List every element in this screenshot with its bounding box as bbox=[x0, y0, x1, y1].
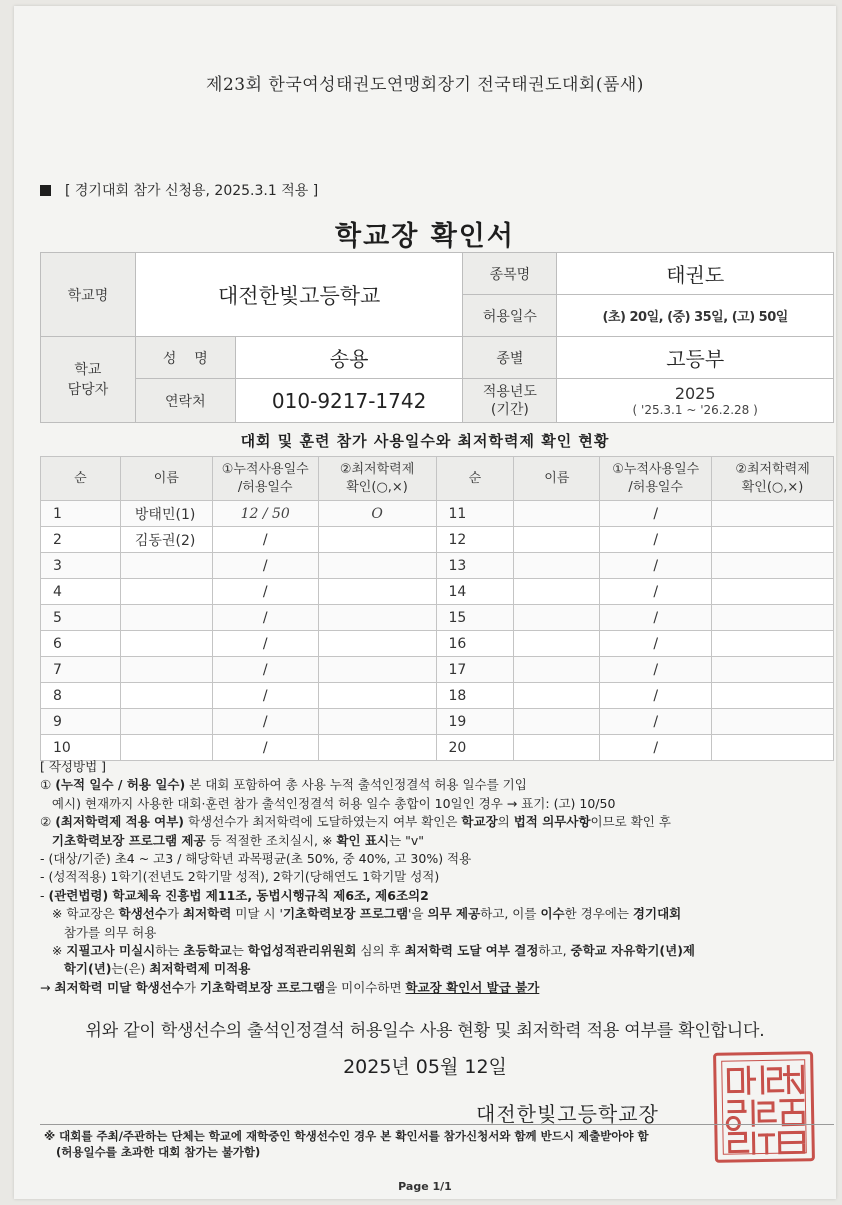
cell-name bbox=[514, 735, 600, 761]
cell-name: 김동권(2) bbox=[120, 527, 212, 553]
cell-days: / bbox=[600, 553, 712, 579]
guide-text: 최저학력 bbox=[183, 906, 232, 922]
document-page bbox=[14, 6, 836, 1199]
guide-line bbox=[40, 960, 830, 978]
guide-line bbox=[40, 813, 830, 831]
cell-check bbox=[712, 527, 834, 553]
guide-text: 중학교 자유학기(년)제 bbox=[570, 943, 695, 959]
year-cell bbox=[557, 379, 834, 423]
col-name: 이름 bbox=[120, 457, 212, 501]
cell-days: / bbox=[212, 631, 318, 657]
guide-text bbox=[40, 833, 52, 848]
guide-text: 경기대회 bbox=[632, 906, 682, 922]
col-no: 순 bbox=[41, 457, 121, 501]
guide-text: 기초학력보장 프로그램 bbox=[282, 906, 409, 922]
principal-name: 대전한빛고등학교장 bbox=[476, 1102, 659, 1126]
guide-text: '을 bbox=[408, 906, 428, 922]
cell-no: 7 bbox=[41, 657, 121, 683]
guide-text: 하는 bbox=[155, 943, 184, 959]
cell-name bbox=[514, 631, 600, 657]
document-title: 학교장 확인서 bbox=[335, 221, 515, 252]
cell-days: / bbox=[600, 735, 712, 761]
guide-text: 확인 표시 bbox=[336, 832, 390, 848]
guide-text: 지필고사 미실시 bbox=[66, 943, 156, 959]
guide-line bbox=[40, 905, 830, 923]
guide-text: 기초학력보장 프로그램 bbox=[199, 979, 326, 995]
cell-check bbox=[712, 631, 834, 657]
confirmation-text: 위와 같이 학생선수의 출석인정결석 허용일수 사용 현황 및 최저학력 적용 여부를 확인합니다. bbox=[85, 1021, 765, 1041]
sport-label: 종목명 bbox=[463, 253, 557, 295]
guide-text: 기초학력보장 프로그램 제공 bbox=[51, 832, 206, 848]
col-no: 순 bbox=[436, 457, 514, 501]
roster-body bbox=[41, 501, 834, 761]
guide-text: ※ 학교장은 bbox=[40, 906, 119, 922]
cell-no: 15 bbox=[436, 605, 514, 631]
event-title: 제23회 한국여성태권도연맹회장기 전국태권도대회(품새) bbox=[206, 75, 644, 95]
table-row bbox=[41, 605, 834, 631]
cell-name bbox=[120, 657, 212, 683]
contact-label: 연락처 bbox=[135, 379, 235, 423]
cell-check bbox=[712, 657, 834, 683]
table-row bbox=[41, 553, 834, 579]
guide-text: ① bbox=[40, 777, 56, 793]
manager-name: 송용 bbox=[235, 337, 463, 379]
contact-value: 010-9217-1742 bbox=[235, 379, 463, 423]
cell-days: / bbox=[212, 735, 318, 761]
footer-note-line: (허용일수를 초과한 대회 참가는 불가함) bbox=[44, 1145, 261, 1159]
cell-days: / bbox=[600, 709, 712, 735]
guide-text: 심의 후 bbox=[356, 943, 405, 959]
cell-days: / bbox=[212, 579, 318, 605]
cell-check: O bbox=[318, 501, 436, 527]
sport-value: 태권도 bbox=[557, 253, 834, 295]
cell-no: 3 bbox=[41, 553, 121, 579]
cell-check bbox=[318, 657, 436, 683]
cell-days: / bbox=[212, 657, 318, 683]
guide-text: 는 bbox=[231, 943, 248, 959]
cell-check bbox=[318, 735, 436, 761]
cell-check bbox=[318, 605, 436, 631]
cell-check bbox=[318, 631, 436, 657]
col-name: 이름 bbox=[514, 457, 600, 501]
cell-no: 17 bbox=[436, 657, 514, 683]
cell-name bbox=[514, 657, 600, 683]
manager-name-label: 성 명 bbox=[135, 337, 235, 379]
cell-no: 4 bbox=[41, 579, 121, 605]
guide-text: 미달 시 ' bbox=[231, 906, 283, 922]
guide-text: 학생선수 bbox=[118, 906, 167, 922]
table-row bbox=[41, 709, 834, 735]
guide-text: 학생선수가 최저학력에 도달하였는지 여부 확인은 bbox=[184, 814, 462, 830]
cell-name bbox=[514, 709, 600, 735]
cell-name bbox=[514, 683, 600, 709]
cell-no: 1 bbox=[41, 501, 121, 527]
guide-text: 최저학력 도달 여부 결정 bbox=[404, 943, 539, 959]
cell-no: 10 bbox=[41, 735, 121, 761]
table-row bbox=[41, 735, 834, 761]
table-row bbox=[41, 579, 834, 605]
guide-line bbox=[40, 887, 830, 905]
cell-days: / bbox=[212, 683, 318, 709]
form-note-text: [ 경기대회 참가 신청용, 2025.3.1 적용 ] bbox=[65, 183, 319, 199]
cell-check bbox=[318, 709, 436, 735]
guide-text: (누적 일수 / 허용 일수) bbox=[55, 777, 186, 793]
guide-text: 하고, 이를 bbox=[480, 906, 541, 922]
allowed-days-label: 허용일수 bbox=[463, 295, 557, 337]
table-row bbox=[41, 631, 834, 657]
cell-days: / bbox=[600, 631, 712, 657]
cell-name bbox=[514, 527, 600, 553]
cell-check bbox=[712, 553, 834, 579]
cell-name bbox=[120, 579, 212, 605]
cell-days: / bbox=[600, 657, 712, 683]
col-check: ②최저학력제 확인(○,×) bbox=[712, 457, 834, 501]
col-check: ②최저학력제 확인(○,×) bbox=[318, 457, 436, 501]
cell-check bbox=[318, 553, 436, 579]
guide-text: 등 적절한 조치실시, ※ bbox=[205, 832, 337, 848]
guide-text: 을 미이수하면 bbox=[325, 979, 406, 995]
cell-check bbox=[712, 735, 834, 761]
allowed-days-value: (초) 20일, (중) 35일, (고) 50일 bbox=[557, 295, 834, 337]
guide-text: 최저학력제 미적용 bbox=[149, 961, 251, 977]
guide-text: 이므로 확인 후 bbox=[590, 814, 671, 830]
guide-text: ② bbox=[40, 814, 56, 830]
cell-days: / bbox=[212, 527, 318, 553]
guide-title: [ 작성방법 ] bbox=[40, 759, 107, 774]
guide-line bbox=[40, 832, 830, 850]
school-label: 학교명 bbox=[41, 253, 136, 337]
guide-text: 한 경우에는 bbox=[564, 906, 633, 922]
cell-no: 16 bbox=[436, 631, 514, 657]
guide-line: 참가를 의무 허용 bbox=[40, 924, 157, 940]
guide-text: 가 bbox=[183, 979, 200, 995]
guide-text: 법적 의무사항 bbox=[513, 814, 591, 830]
cell-no: 5 bbox=[41, 605, 121, 631]
cell-no: 14 bbox=[436, 579, 514, 605]
cell-check bbox=[318, 527, 436, 553]
cell-no: 8 bbox=[41, 683, 121, 709]
footer-note-line: ※ 대회를 주최/주관하는 단체는 학교에 재학중인 학생선수인 경우 본 확인서를 참가신청서와 함께 반드시 제출받아야 함 bbox=[44, 1129, 649, 1143]
bullet-square-icon bbox=[40, 185, 51, 196]
issue-date: 2025년 05월 12일 bbox=[343, 1056, 507, 1078]
guide-text: 는(은) bbox=[111, 961, 150, 977]
table-row bbox=[41, 683, 834, 709]
cell-days: / bbox=[600, 683, 712, 709]
table-row bbox=[41, 527, 834, 553]
guide-line: 예시) 현재까지 사용한 대회·훈련 참가 출석인정결석 허용 일수 총합이 10일인 경우 → 표기: (고) 10/50 bbox=[40, 795, 616, 811]
cell-name bbox=[120, 631, 212, 657]
form-note bbox=[40, 180, 318, 200]
guide-line: - (성적적용) 1학기(전년도 2학기말 성적), 2학기(당해연도 1학기말 성적) bbox=[40, 869, 440, 885]
cell-no: 19 bbox=[436, 709, 514, 735]
table-row bbox=[41, 657, 834, 683]
cell-no: 2 bbox=[41, 527, 121, 553]
roster-table bbox=[40, 456, 834, 761]
cell-days: / bbox=[600, 579, 712, 605]
footer-divider bbox=[40, 1124, 834, 1125]
guide-text: 의무 제공 bbox=[427, 906, 481, 922]
guide-text: 하고, bbox=[538, 943, 571, 959]
guide-text: 학기(년) bbox=[63, 961, 112, 977]
category-value: 고등부 bbox=[557, 337, 834, 379]
guide-text: 의 bbox=[497, 814, 514, 830]
guide-text: 본 대회 포함하여 총 사용 누적 출석인정결석 허용 일수를 기입 bbox=[185, 777, 527, 793]
cell-no: 11 bbox=[436, 501, 514, 527]
cell-no: 20 bbox=[436, 735, 514, 761]
year-value: 2025 bbox=[674, 384, 716, 403]
cell-no: 6 bbox=[41, 631, 121, 657]
cell-name bbox=[514, 579, 600, 605]
col-days: ①누적사용일수 /허용일수 bbox=[600, 457, 712, 501]
guide-text: (최저학력제 적용 여부) bbox=[55, 814, 184, 830]
cell-name bbox=[514, 501, 600, 527]
cell-check bbox=[712, 579, 834, 605]
cell-name bbox=[120, 709, 212, 735]
cell-check bbox=[318, 683, 436, 709]
cell-check bbox=[712, 501, 834, 527]
guide-text: - bbox=[40, 887, 49, 903]
year-label: 적용년도 (기간) bbox=[463, 379, 557, 423]
guide-text: → bbox=[40, 979, 55, 995]
guide-line: - (대상/기준) 초4 ~ 고3 / 해당학년 과목평균(초 50%, 중 40%, 고 30%) 적용 bbox=[40, 851, 472, 867]
guide-text: 는 "v" bbox=[389, 832, 425, 848]
guide-text: ※ bbox=[40, 943, 67, 959]
cell-name: 방태민(1) bbox=[120, 501, 212, 527]
cell-days: / bbox=[600, 501, 712, 527]
cell-check bbox=[712, 605, 834, 631]
guide-text: 학업성적관리위원회 bbox=[247, 943, 357, 959]
cell-name bbox=[514, 553, 600, 579]
school-info-table bbox=[40, 252, 834, 423]
cell-days: / bbox=[600, 527, 712, 553]
guide-text bbox=[40, 961, 64, 976]
guide-text: (관련법령) 학교체육 진흥법 제11조, 동법시행규칙 제6조, 제6조의2 bbox=[48, 887, 429, 903]
cell-days: / bbox=[212, 605, 318, 631]
guide-text: 최저학력 미달 학생선수 bbox=[54, 979, 184, 995]
guide-line bbox=[40, 776, 830, 794]
manager-label: 학교 담당자 bbox=[41, 337, 136, 423]
category-label: 종별 bbox=[463, 337, 557, 379]
guide-text: 학교장 bbox=[461, 814, 498, 830]
cell-no: 9 bbox=[41, 709, 121, 735]
guide-text: 이수 bbox=[540, 906, 565, 922]
table-row bbox=[41, 501, 834, 527]
page-number: Page 1/1 bbox=[398, 1180, 452, 1193]
cell-name bbox=[120, 735, 212, 761]
cell-name bbox=[120, 605, 212, 631]
writing-guide bbox=[40, 758, 830, 997]
guide-line bbox=[40, 942, 830, 960]
guide-text: 가 bbox=[166, 906, 184, 922]
school-name: 대전한빛고등학교 bbox=[135, 253, 463, 337]
cell-check bbox=[318, 579, 436, 605]
guide-line bbox=[40, 979, 830, 997]
cell-no: 13 bbox=[436, 553, 514, 579]
period-value: ( '25.3.1 ~ '26.2.28 ) bbox=[632, 403, 758, 417]
cell-no: 18 bbox=[436, 683, 514, 709]
col-days: ①누적사용일수 /허용일수 bbox=[212, 457, 318, 501]
cell-no: 12 bbox=[436, 527, 514, 553]
guide-text: 초등학교 bbox=[183, 943, 232, 959]
cell-days: / bbox=[212, 709, 318, 735]
cell-name bbox=[120, 553, 212, 579]
cell-name bbox=[514, 605, 600, 631]
cell-days: / bbox=[212, 553, 318, 579]
cell-days: 12 / 50 bbox=[212, 501, 318, 527]
cell-days: / bbox=[600, 605, 712, 631]
cell-name bbox=[120, 683, 212, 709]
cell-check bbox=[712, 683, 834, 709]
guide-text: 학교장 확인서 발급 불가 bbox=[405, 979, 540, 995]
section-title: 대회 및 훈련 참가 사용일수와 최저학력제 확인 현황 bbox=[240, 432, 610, 450]
footer-note bbox=[44, 1128, 824, 1160]
cell-check bbox=[712, 709, 834, 735]
